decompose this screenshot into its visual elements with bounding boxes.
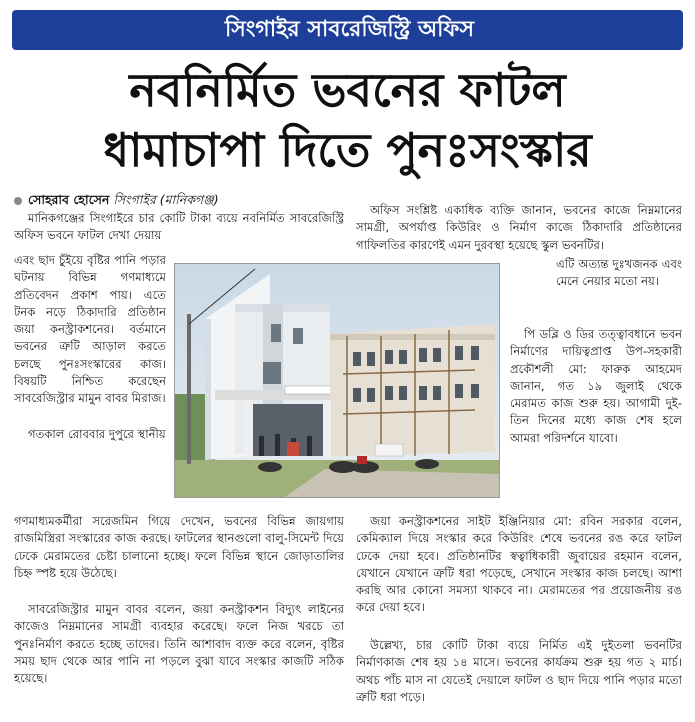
paragraph-left-bottom: গণমাধ্যমকর্মীরা সরেজমিন গিয়ে দেখেন, ভবনের বিভিন্ন জায়গায় রাজমিস্ত্রিরা সংস্কারের কাজ করছে। ফাটলের স্থানগুলো বালু-সিমেন্ট দিয়ে ঢেকে মেরামতের চেষ্টা চালানো হচ্ছে। ফলে বিভিন্ন স্থানে জোড়াতালির চিহ্ন স্পষ্ট হয়ে উঠেছে।: [14, 514, 344, 580]
paragraph-left-wrap: এবং ছাদ চুঁইয়ে বৃষ্টির পানি পড়ার ঘটনায় বিভিন্ন গণমাধ্যমে প্রতিবেদন প্রকাশ পায়। এতে টনক নড়ে ঠিকাদারি প্রতিষ্ঠান জয়া কনস্ট্রাকশনের। বর্তমানে ভবনের ত্রুটি আড়াল করতে চলছে পুনঃসংস্কারের কাজ। বিষয়টি নিশ্চিত করেছেন সাবরেজিস্ট্রার মামুন বাবর মিরাজ।: [14, 253, 166, 406]
headline-line-1: নবনির্মিত ভবনের ফাটল: [129, 63, 566, 117]
paragraph-left-intro: মানিকগঞ্জের সিংগাইরে চার কোটি টাকা ব্যয়ে নবনির্মিত সাবরেজিস্ট্রি অফিস ভবনে ফাটল দেখা দেয়ায়: [14, 211, 344, 243]
author-location: সিংগাইর (মানিকগঞ্জ): [113, 192, 219, 207]
paragraph-left-bottom-2: সাবরেজিস্ট্রার মামুন বাবর বলেন, জয়া কনস্ট্রাকশন বিদ্যুৎ লাইনের কাজেও নিম্নমানের সামগ্রী ব্যবহার করেছে। ফলে নিজ খরচে তা পুনঃনির্মাণ করতে হচ্ছে তাদের। তিনি আশাবাদ ব্যক্ত করে বলেন, বৃষ্টির সময় ছাদ থেকে আর পানি না পড়লে বুঝা যাবে সংস্কার কাজটি সঠিক হয়েছে।: [14, 602, 344, 686]
banner-title: সিংগাইর সাবরেজিস্ট্রি অফিস: [172, 16, 527, 44]
building-illustration: [175, 264, 499, 497]
bullet-icon: [14, 197, 22, 205]
building-photo: [174, 263, 500, 498]
paragraph-right-bottom-2: উল্লেখ্য, চার কোটি টাকা ব্যয়ে নির্মিত এই দুইতলা ভবনটির নির্মাণকাজ শেষ হয় ১৪ মাসে। ভবনের কার্যক্রম শুরু হয় গত ২ মার্চ। অথচ পাঁচ মাস না যেতেই দেয়ালে ফাটল ও ছাদ দিয়ে পানি পড়ার মতো ত্রুটি ধরা পড়ে।: [356, 638, 682, 704]
paragraph-right-wrap-2: পি ডব্লি ও ডির তত্ত্বাবধানে ভবন নির্মাণের দায়িত্বপ্রাপ্ত উপ-সহকারী প্রকৌশলী মো: ফারুক আহমেদ জানান, গত ১৯ জুলাই থেকে মেরামত কাজ শুরু হয়। আগামী দুই-তিন দিনের মধ্যে কাজ শেষ হলে আমরা পরিদর্শনে যাবো।: [510, 327, 682, 445]
section-banner: [12, 10, 683, 50]
paragraph-right-wrap: এটি অত্যন্ত দুঃখজনক এবং মেনে নেয়ার মতো নয়।: [556, 257, 682, 289]
headline-line-2: ধামাচাপা দিতে পুনঃসংস্কার: [103, 123, 592, 177]
paragraph-left-wrap-2: গতকাল রোববার দুপুরে স্থানীয়: [28, 427, 166, 441]
paragraph-right-intro: অফিস সংশ্লিষ্ট একাধিক ব্যক্তি জানান, ভবনের কাজে নিম্নমানের সামগ্রী, অপর্যাপ্ত কিউরিং ও নির্মাণ কাজে ঠিকাদারি প্রতিষ্ঠানের গাফিলতির কারণেই এমন দুরবস্থা হয়েছে স্কুল ভবনটির।: [356, 203, 682, 252]
byline: [14, 192, 219, 208]
author-name: সোহরাব হোসেন: [28, 192, 110, 207]
paragraph-right-bottom: জয়া কনস্ট্রাকশনের সাইট ইঞ্জিনিয়ার মো: রবিন সরকার বলেন, কেমিক্যাল দিয়ে সংস্কার করে কিউরিং শেষে ভবনের রঙ করে ফাটল ঢেকে দেয়া হবে। প্রতিষ্ঠানটির স্বত্বাধিকারী জুবায়ের রহমান বলেন, যেখানে যেখানে ত্রুটি ধরা পড়েছে, সেখানে সংস্কার কাজ চলছে। আশা করছি আর কোনো সমস্যা থাকবে না। মেরামতের পর প্রয়োজনীয় রঙ করে দেয়া হবে।: [356, 514, 682, 615]
